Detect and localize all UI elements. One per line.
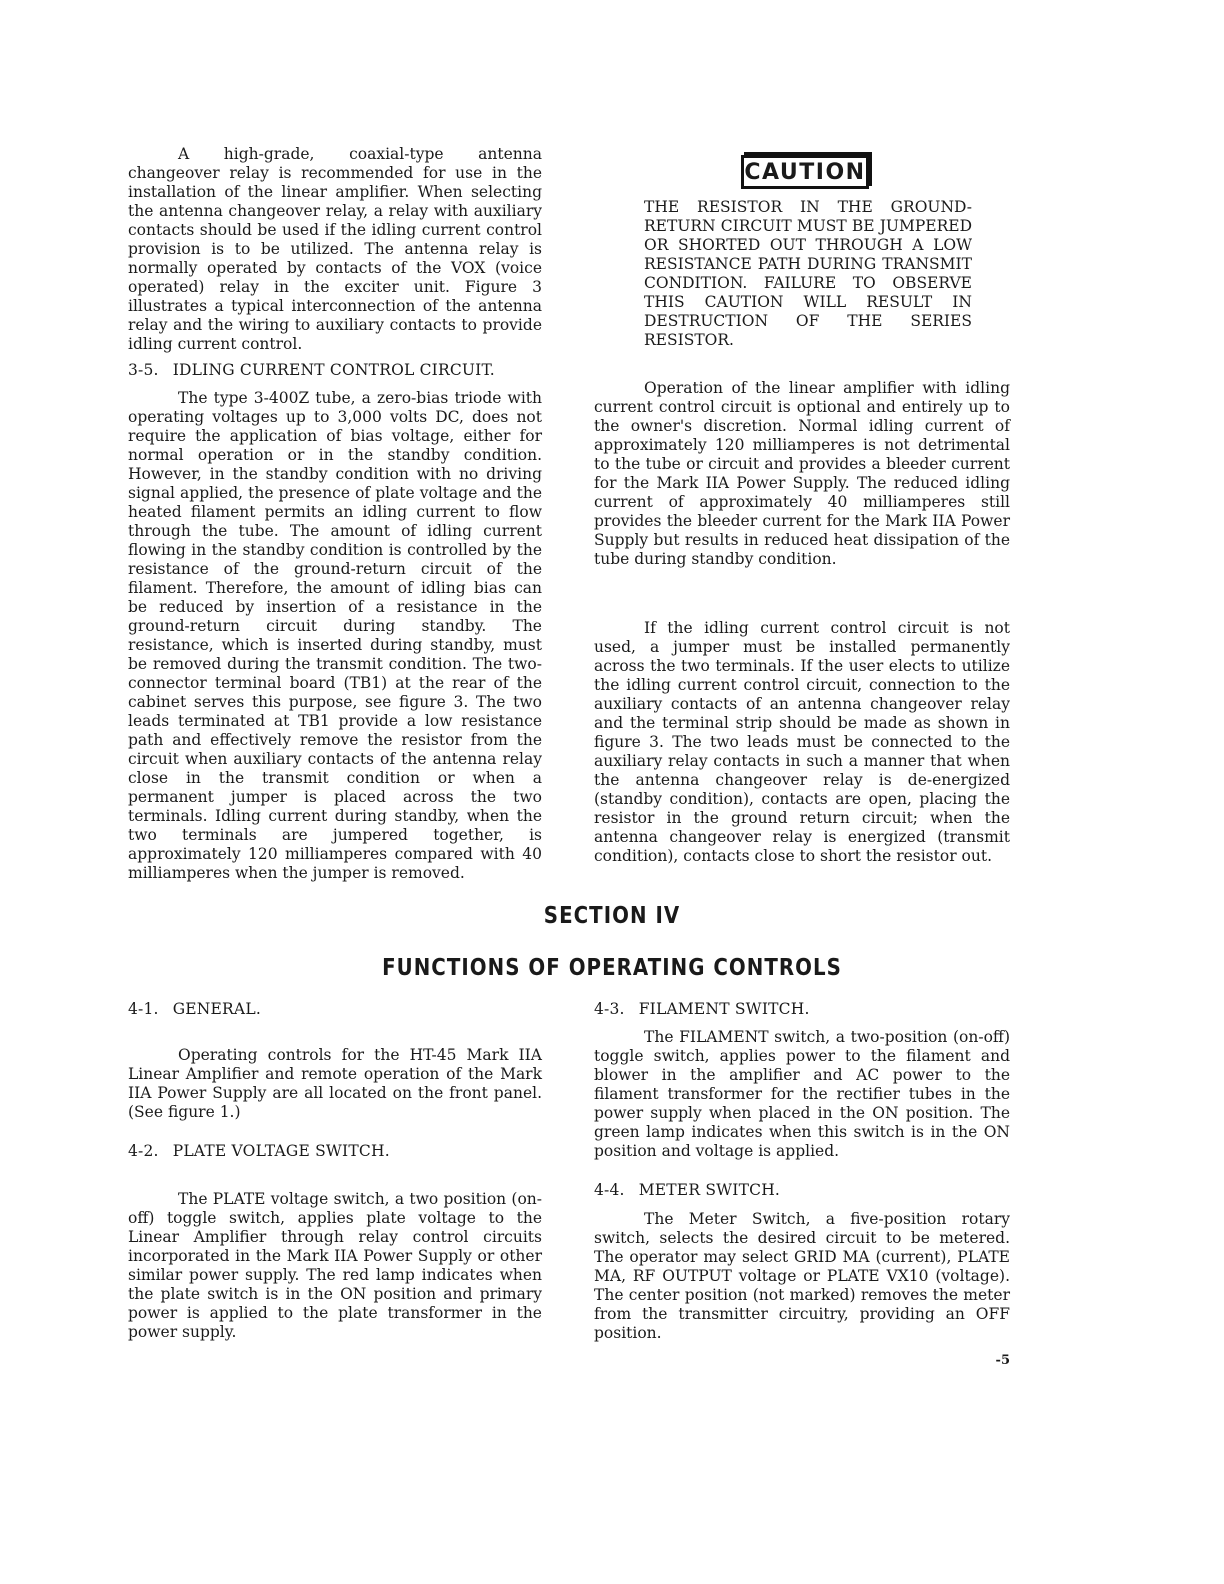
heading-4-3-number: 4-3. — [594, 1000, 625, 1018]
operation-paragraph — [594, 379, 1010, 569]
heading-4-4 — [594, 1181, 1010, 1200]
general-text: Operating controls for the HT-45 Mark IIA Linear Amplifier and remote operation of the Mark IIA Power Supply are all located on the front panel. (See figure 1.) — [128, 1046, 542, 1121]
plate-voltage-text: The PLATE voltage switch, a two position (on-off) toggle switch, applies plate voltage to the Linear Amplifier through relay control circuits incorporated in the Mark IIA Power Supply or other similar power supply. The red lamp indicates when the plate switch is in the ON position and primary power is applied to the plate transformer in the power supply. — [128, 1190, 542, 1341]
heading-4-4-number: 4-4. — [594, 1181, 625, 1199]
caution-label: CAUTION — [741, 155, 869, 189]
heading-4-1 — [128, 1000, 542, 1019]
heading-3-5 — [128, 361, 542, 380]
heading-4-4-title: METER SWITCH. — [638, 1181, 781, 1199]
heading-4-1-title: GENERAL. — [172, 1000, 261, 1018]
meter-switch-paragraph — [594, 1210, 1010, 1343]
general-paragraph — [128, 1046, 542, 1122]
heading-4-2-number: 4-2. — [128, 1142, 159, 1160]
jumper-paragraph — [594, 619, 1010, 866]
section-title: FUNCTIONS OF OPERATING CONTROLS — [382, 955, 842, 981]
antenna-relay-paragraph — [128, 145, 542, 354]
meter-switch-text: The Meter Switch, a five-position rotary switch, selects the desired circuit to be metered. The operator may select GRID MA (current), PLATE MA, RF OUTPUT voltage or PLATE VX10 (voltage). The center position (not marked) removes the meter from the transmitter circuitry, providing an OFF position. — [594, 1210, 1010, 1342]
idling-current-paragraph — [128, 389, 542, 883]
page-number: -5 — [995, 1353, 1010, 1368]
heading-4-1-number: 4-1. — [128, 1000, 159, 1018]
idling-current-text: The type 3-400Z tube, a zero-bias triode with operating voltages up to 3,000 volts DC, does not require the application of bias voltage, either for normal operation or in the standby condition. However, in the standby condition with no driving signal applied, the presence of plate voltage and the heated filament permits an idling current to flow through the tube. The amount of idling current flowing in the standby condition is controlled by the resistance of the ground-return circuit of the filament. Therefore, the amount of idling bias can be reduced by insertion of a resistance in the ground-return circuit during standby. The resistance, which is inserted during standby, must be removed during the transmit condition. The two-connector terminal board (TB1) at the rear of the cabinet serves this purpose, see figure 3. The two leads terminated at TB1 provide a low resistance path and effectively remove the resistor from the circuit when auxiliary contacts of the antenna relay close in the transmit condition or when a permanent jumper is placed across the two terminals. Idling current during standby, when the two terminals are jumpered together, is approximately 120 milliamperes compared with 40 milliamperes when the jumper is removed. — [128, 389, 542, 882]
antenna-relay-text: A high-grade, coaxial-type antenna changeover relay is recommended for use in the installation of the linear amplifier. When selecting the antenna changeover relay, a relay with auxiliary contacts should be used if the idling current control provision is to be utilized. The antenna relay is normally operated by contacts of the VOX (voice operated) relay in the exciter unit. Figure 3 illustrates a typical interconnection of the antenna relay and the wiring to auxiliary contacts to provide idling current control. — [128, 145, 542, 353]
heading-4-2 — [128, 1142, 542, 1161]
heading-3-5-title: IDLING CURRENT CONTROL CIRCUIT. — [172, 361, 495, 379]
caution-text: THE RESISTOR IN THE GROUND-RETURN CIRCUIT MUST BE JUMPERED OR SHORTED OUT THROUGH A LOW RESISTANCE PATH DURING TRANSMIT CONDITION. FAILURE TO OBSERVE THIS CAUTION WILL RESULT IN DESTRUCTION OF THE SERIES RESISTOR. — [644, 198, 972, 349]
heading-4-2-title: PLATE VOLTAGE SWITCH. — [172, 1142, 390, 1160]
filament-switch-text: The FILAMENT switch, a two-position (on-off) toggle switch, applies power to the filament and blower in the amplifier and AC power to the filament transformer for the rectifier tubes in the power supply when placed in the ON position. The green lamp indicates when this switch is in the ON position and voltage is applied. — [594, 1028, 1010, 1160]
heading-4-3-title: FILAMENT SWITCH. — [638, 1000, 810, 1018]
jumper-text: If the idling current control circuit is not used, a jumper must be installed permanently across the two terminals. If the user elects to utilize the idling current control circuit, connection to the auxiliary contacts of an antenna changeover relay and the terminal strip should be made as shown in figure 3. The two leads must be connected to the auxiliary relay contacts in such a manner that when the antenna changeover relay is de-energized (standby condition), contacts are open, placing the resistor in the ground return circuit; when the antenna changeover relay is energized (transmit condition), contacts close to short the resistor out. — [594, 619, 1010, 865]
heading-4-3 — [594, 1000, 1010, 1019]
heading-3-5-number: 3-5. — [128, 361, 159, 379]
filament-switch-paragraph — [594, 1028, 1010, 1161]
plate-voltage-paragraph — [128, 1190, 542, 1342]
section-number: SECTION IV — [543, 903, 681, 929]
operation-text: Operation of the linear amplifier with idling current control circuit is optional and entirely up to the owner's discretion. Normal idling current of approximately 120 milliamperes is not detrimental to the tube or circuit and provides a bleeder current for the Mark IIA Power Supply. The reduced idling current of approximately 40 milliamperes still provides the bleeder current for the Mark IIA Power Supply but results in reduced heat dissipation of the tube during standby condition. — [594, 379, 1010, 568]
